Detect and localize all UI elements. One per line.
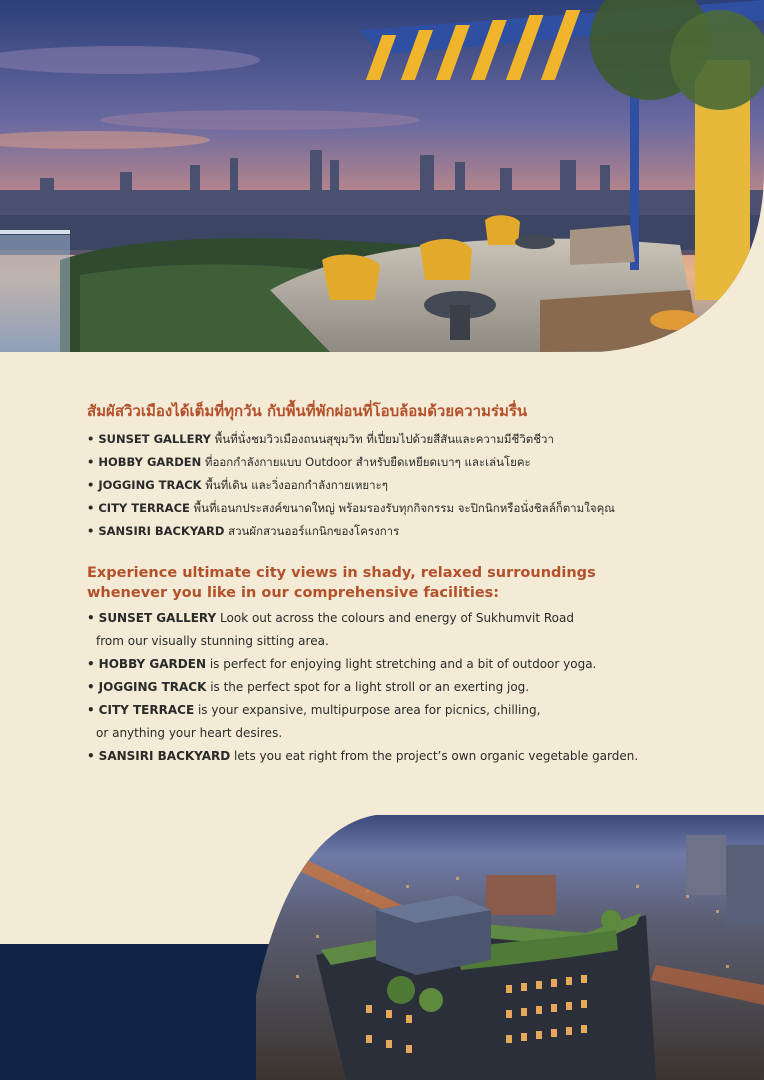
facility-name: SUNSET GALLERY (98, 611, 217, 625)
list-item (87, 451, 727, 474)
bullet: • (87, 657, 95, 671)
list-item (87, 607, 727, 653)
hero-photo (0, 0, 764, 352)
facility-description: ที่ออกกำลังกายแบบ Outdoor สำหรับยืดเหยียดเบาๆ และเล่นโยคะ (201, 455, 531, 469)
thai-heading: สัมผัสวิวเมืองได้เต็มที่ทุกวัน กับพื้นที่พักผ่อนที่โอบล้อมด้วยความร่มรื่น (87, 402, 528, 420)
aerial-building-photo (256, 815, 764, 1080)
english-facility-list (87, 607, 727, 768)
facility-name: CITY TERRACE (98, 703, 195, 717)
bullet: • (87, 611, 95, 625)
facility-name: HOBBY GARDEN (98, 657, 206, 671)
bullet: • (87, 680, 95, 694)
facility-name: SANSIRI BACKYARD (98, 749, 231, 763)
bullet: • (87, 703, 95, 717)
facility-description: Look out across the colours and energy of Sukhumvit Road (216, 611, 574, 625)
list-item (87, 745, 727, 768)
list-item (87, 676, 727, 699)
facility-description: สวนผักสวนออร์แกนิกของโครงการ (224, 524, 400, 538)
english-heading-line-2: whenever you like in our comprehensive facilities: (87, 585, 500, 601)
facility-description-continued: or anything your heart desires. (96, 726, 283, 740)
bullet: • (87, 432, 95, 446)
english-heading-line-1: Experience ultimate city views in shady, relaxed surroundings (87, 565, 596, 581)
facility-description: is perfect for enjoying light stretching and a bit of outdoor yoga. (206, 657, 597, 671)
list-item (87, 497, 727, 520)
bullet: • (87, 749, 95, 763)
thai-facility-list (87, 428, 727, 543)
facility-description: พื้นที่เอนกประสงค์ขนาดใหญ่ พร้อมรองรับทุกกิจกรรม จะปิกนิกหรือนั่งชิลล์ก็ตามใจคุณ (189, 501, 615, 515)
bullet: • (87, 478, 95, 492)
list-item (87, 520, 727, 543)
facility-description: is the perfect spot for a light stroll or an exerting jog. (206, 680, 530, 694)
list-item (87, 653, 727, 676)
facility-name: CITY TERRACE (98, 501, 190, 515)
list-item (87, 474, 727, 497)
facility-name: HOBBY GARDEN (98, 455, 202, 469)
facility-description: พื้นที่เดิน และวิ่งออกกำลังกายเหยาะๆ (201, 478, 388, 492)
bullet: • (87, 501, 95, 515)
bullet: • (87, 455, 95, 469)
aerial-building-illustration (256, 815, 764, 1080)
english-heading (87, 563, 727, 603)
facility-name: SANSIRI BACKYARD (98, 524, 225, 538)
facility-name: JOGGING TRACK (98, 478, 202, 492)
bullet: • (87, 524, 95, 538)
facilities-text (87, 400, 727, 768)
list-item (87, 428, 727, 451)
list-item (87, 699, 727, 745)
facility-description: is your expansive, multipurpose area for picnics, chilling, (194, 703, 541, 717)
rooftop-terrace-illustration (0, 0, 764, 352)
facility-description-continued: from our visually stunning sitting area. (96, 634, 329, 648)
facility-name: SUNSET GALLERY (98, 432, 211, 446)
facility-name: JOGGING TRACK (98, 680, 207, 694)
facility-description: พื้นที่นั่งชมวิวเมืองถนนสุขุมวิท ที่เปี่ยมไปด้วยสีสันและความมีชีวิตชีวา (211, 432, 554, 446)
facility-description: lets you eat right from the project’s own organic vegetable garden. (230, 749, 639, 763)
